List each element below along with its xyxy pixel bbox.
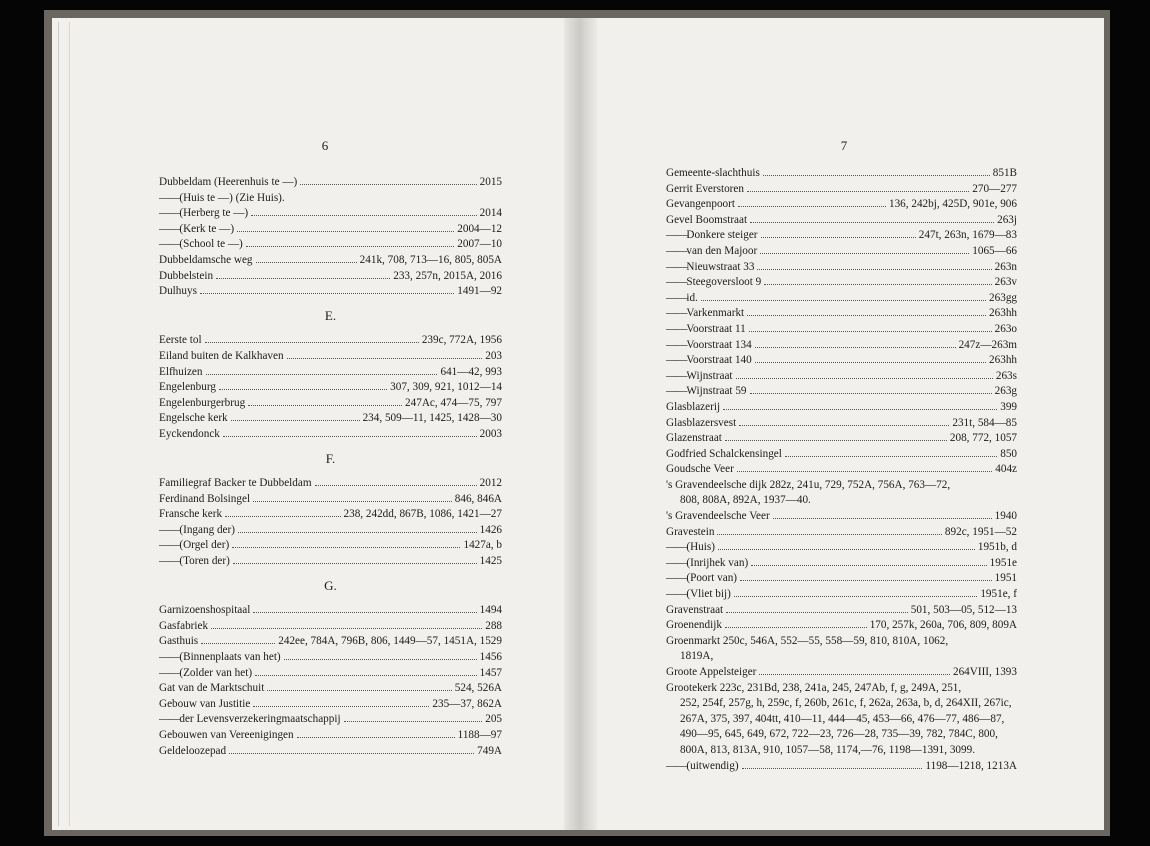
- entry-label: —— Wijnstraat 59: [666, 384, 747, 400]
- entry-label: —— Wijnstraat: [666, 369, 733, 385]
- index-entry: [666, 431, 1017, 447]
- entry-references: 2015: [479, 176, 502, 188]
- entry-label: Glasblazerij: [666, 400, 721, 413]
- entry-references: 247Ac, 474—75, 797: [405, 396, 502, 409]
- entry-label: —— (Poort van): [666, 571, 737, 587]
- entry-label: Gebouw van Justitie: [159, 697, 251, 710]
- leader-dots: [297, 728, 455, 738]
- leader-dots: [225, 507, 340, 517]
- leader-dots: [205, 333, 419, 343]
- entry-label: Eerste tol: [159, 334, 202, 347]
- leader-dots: [749, 322, 992, 332]
- index-entry: [159, 269, 502, 285]
- entry-references: 247z—263m: [958, 338, 1017, 351]
- leader-dots: [726, 603, 908, 613]
- index-entry: [666, 228, 1017, 244]
- leader-dots: [300, 175, 476, 185]
- entry-continuation: 808, 808A, 892A, 1937—40.: [680, 494, 811, 507]
- entry-references: 231t, 584—85: [952, 416, 1017, 429]
- index-entry: [666, 384, 1017, 400]
- entry-label: —— Voorstraat 140: [666, 353, 752, 369]
- entry-references: 242ee, 784A, 796B, 806, 1449—57, 1451A, 1529: [278, 635, 502, 648]
- leader-dots: [759, 665, 950, 675]
- leader-dots: [701, 291, 986, 301]
- entry-label: Geldeloozepad: [159, 744, 227, 757]
- entry-label: Elfhuizen: [159, 365, 203, 378]
- section-letter: F.: [325, 450, 336, 466]
- entry-references: 501, 503—05, 512—13: [910, 603, 1017, 616]
- entry-label: —— (Binnenplaats van het): [159, 650, 281, 666]
- index-entry: [666, 634, 1017, 650]
- index-entry: [159, 222, 502, 238]
- index-entry: [666, 322, 1017, 338]
- index-entry: [666, 556, 1017, 572]
- entry-label: Eiland buiten de Kalkhaven: [159, 349, 284, 362]
- index-entry: [159, 253, 502, 269]
- index-entry: [159, 681, 502, 697]
- entry-references: 263gg: [989, 291, 1017, 304]
- index-column-right: [666, 166, 1017, 774]
- entry-references: 1065—66: [972, 244, 1017, 257]
- section-letter: G.: [324, 577, 337, 593]
- index-entry: [159, 206, 502, 222]
- index-entry: [159, 603, 502, 619]
- leader-dots: [736, 369, 993, 379]
- entry-label: —— Donkere steiger: [666, 228, 758, 244]
- entry-references: 263s: [995, 369, 1017, 382]
- entry-label: —— id.: [666, 291, 698, 307]
- index-entry: [666, 759, 1017, 775]
- entry-references: 2007—10: [457, 238, 502, 251]
- leader-dots: [755, 338, 956, 348]
- index-entry: [666, 525, 1017, 541]
- leader-dots: [725, 618, 867, 628]
- entry-references: 1456: [479, 651, 502, 664]
- left-page: [52, 18, 582, 830]
- book-spread: [44, 10, 1110, 836]
- leader-dots: [757, 260, 991, 270]
- leader-dots: [773, 509, 992, 519]
- entry-label: Eyckendonck: [159, 427, 220, 440]
- entry-label: Gasfabriek: [159, 619, 209, 632]
- entry-label: Godfried Schalckensingel: [666, 447, 782, 460]
- page-number: 6: [321, 138, 329, 153]
- index-entry: [666, 571, 1017, 587]
- entry-label: —— (School te —): [159, 237, 243, 253]
- entry-references: 1457: [479, 666, 502, 679]
- entry-label: Garnizoenshospitaal: [159, 604, 251, 617]
- leader-dots: [737, 462, 992, 472]
- index-entry: [666, 338, 1017, 354]
- index-entry: [666, 587, 1017, 603]
- leader-dots: [747, 182, 969, 192]
- right-page: [579, 18, 1104, 830]
- entry-references: 288: [485, 619, 502, 632]
- entry-label: —— (Kerk te —): [159, 222, 234, 238]
- index-column-left: [159, 175, 502, 759]
- index-entry: [159, 365, 502, 381]
- entry-label: Gebouwen van Vereenigingen: [159, 729, 294, 741]
- entry-references: 892c, 1951—52: [944, 525, 1017, 538]
- entry-label: Gravenstraat: [666, 603, 724, 616]
- leader-dots: [237, 222, 454, 232]
- leader-dots: [232, 538, 460, 548]
- leader-dots: [755, 353, 986, 363]
- entry-references: 247t, 263n, 1679—83: [918, 229, 1017, 242]
- entry-label: —— Voorstraat 11: [666, 322, 746, 338]
- leader-dots: [760, 244, 969, 254]
- leader-dots: [747, 306, 986, 316]
- index-entry: [159, 476, 502, 492]
- entry-references: 2004—12: [457, 222, 502, 235]
- leader-dots: [219, 380, 387, 390]
- entry-references: 241k, 708, 713—16, 805, 805A: [359, 253, 502, 266]
- leader-dots: [256, 253, 357, 263]
- entry-label: Dubbelstein: [159, 269, 214, 282]
- index-entry: [159, 744, 502, 760]
- leader-dots: [751, 556, 986, 566]
- entry-references: 205: [485, 713, 502, 726]
- entry-references: 270—277: [972, 182, 1017, 195]
- leader-dots: [267, 681, 451, 691]
- leader-dots: [253, 492, 452, 502]
- entry-references: 1494: [479, 604, 502, 617]
- entry-references: 263n: [994, 260, 1017, 273]
- entry-references: 846, 846A: [454, 492, 502, 505]
- index-entry: [666, 182, 1017, 198]
- entry-references: 263g: [994, 385, 1017, 398]
- index-entry: [666, 275, 1017, 291]
- entry-label: Gevel Boomstraat: [666, 213, 748, 226]
- entry-references: 851B: [992, 167, 1017, 179]
- entry-label: —— (Zolder van het): [159, 666, 252, 682]
- leader-dots: [785, 447, 997, 457]
- leader-dots: [211, 619, 482, 629]
- entry-label: —— (Huis): [666, 540, 715, 556]
- leader-dots: [223, 427, 477, 437]
- index-entry: [159, 650, 502, 666]
- leader-dots: [739, 416, 949, 426]
- entry-references: 1940: [994, 510, 1017, 523]
- entry-references: 1427a, b: [463, 539, 502, 552]
- entry-references: 263hh: [989, 354, 1017, 367]
- leader-dots: [255, 666, 477, 676]
- leader-dots: [238, 523, 477, 533]
- index-entry: [666, 462, 1017, 478]
- index-entry: [159, 619, 502, 635]
- leader-dots: [233, 554, 477, 564]
- index-entry: [666, 400, 1017, 416]
- entry-label: —— (Huis te —) (Zie Huis).: [159, 191, 285, 207]
- index-entry: [666, 197, 1017, 213]
- entry-label: Gemeente-slachthuis: [666, 167, 760, 179]
- section-letter: E.: [324, 307, 337, 323]
- index-entry: [666, 665, 1017, 681]
- index-entry: [159, 175, 502, 191]
- index-entry: [666, 260, 1017, 276]
- entry-label: Familiegraf Backer te Dubbeldam: [159, 477, 312, 490]
- leader-dots: [229, 744, 474, 754]
- index-entry: [666, 478, 1017, 494]
- entry-references: 263hh: [989, 307, 1017, 320]
- leader-dots: [206, 365, 438, 375]
- index-entry: [159, 634, 502, 650]
- leader-dots: [231, 411, 360, 421]
- index-entry: [666, 306, 1017, 322]
- entry-label: Engelenburgerbrug: [159, 396, 246, 409]
- index-entry: [159, 396, 502, 412]
- entry-references: 1425: [479, 555, 502, 568]
- entry-label: Gat van de Marktschuit: [159, 682, 265, 695]
- entry-label: Gevangenpoort: [666, 198, 735, 211]
- entry-label: Gerrit Everstoren: [666, 182, 744, 195]
- leader-dots: [251, 206, 476, 216]
- leader-dots: [764, 275, 991, 285]
- index-entry: [159, 666, 502, 682]
- leader-dots: [742, 759, 923, 769]
- leader-dots: [248, 396, 402, 406]
- index-entry: [666, 509, 1017, 525]
- index-entry: [159, 507, 502, 523]
- entry-label: Glazenstraat: [666, 432, 722, 445]
- index-entry: [666, 681, 1017, 697]
- entry-label: Groote Appelsteiger: [666, 666, 757, 678]
- index-entry: [159, 411, 502, 427]
- entry-references: 170, 257k, 260a, 706, 809, 809A: [869, 619, 1017, 632]
- index-entry: [666, 291, 1017, 307]
- entry-references: 208, 772, 1057: [949, 432, 1017, 445]
- index-entry: [159, 728, 502, 744]
- entry-references: 524, 526A: [454, 682, 502, 695]
- index-entry: [666, 416, 1017, 432]
- gutter-shadow: [579, 18, 597, 830]
- leader-dots: [725, 431, 947, 441]
- entry-label: Dubbeldam (Heerenhuis te —): [159, 176, 298, 188]
- entry-label: Goudsche Veer: [666, 463, 734, 476]
- index-entry: [159, 333, 502, 349]
- index-entry: [159, 284, 502, 300]
- leader-dots: [287, 349, 483, 359]
- leader-dots: [723, 400, 997, 410]
- entry-references: 203: [485, 349, 502, 362]
- entry-references: 136, 242bj, 425D, 901e, 906: [888, 198, 1017, 211]
- entry-references: 264VIII, 1393: [952, 666, 1017, 678]
- entry-label: —— Voorstraat 134: [666, 338, 752, 354]
- index-entry: [666, 369, 1017, 385]
- index-entry: [666, 603, 1017, 619]
- entry-references: 2014: [479, 207, 502, 220]
- entry-references: 1426: [479, 523, 502, 536]
- entry-label: —— (Ingang der): [159, 523, 235, 539]
- index-entry: [159, 697, 502, 713]
- leader-dots: [200, 284, 454, 294]
- entry-label: Engelenburg: [159, 381, 216, 394]
- entry-references: 307, 309, 921, 1012—14: [390, 381, 502, 394]
- entry-references: 850: [1000, 447, 1017, 460]
- entry-references: 749A: [477, 744, 502, 757]
- entry-references: 399: [1000, 400, 1017, 413]
- entry-label: 's Gravendeelsche dijk 282z, 241u, 729, 752A, 756A, 763—72,: [666, 478, 951, 491]
- entry-references: 1951: [994, 572, 1017, 585]
- entry-references: 1951e, f: [980, 588, 1017, 601]
- index-entry: [159, 712, 502, 728]
- entry-references: 1951b, d: [977, 541, 1017, 554]
- index-entry: [666, 244, 1017, 260]
- entry-label: —— (Orgel der): [159, 538, 229, 554]
- entry-references: 404z: [995, 463, 1017, 476]
- leader-dots: [344, 712, 483, 722]
- index-entry: [666, 540, 1017, 556]
- index-entry: [159, 237, 502, 253]
- entry-label: —— Varkenmarkt: [666, 306, 744, 322]
- entry-label: Gasthuis: [159, 635, 199, 648]
- leader-dots: [750, 384, 992, 394]
- entry-continuation: 252, 254f, 257g, h, 259c, f, 260b, 261c, f, 262a, 263a, b, d, 264XII, 267ic, 267A, 375, 397, 404tt, 410—11, 444—45, 453—66, 476—77, 486—87, 490—95, 645, 649, 672, 722—23, 726—28, 735—39, 782, 784C, 800, 800A, 813, 813A, 910, 1057—58, 1174,—76, 1198—1391, 3099.: [680, 697, 1012, 756]
- entry-label: —— Steegoversloot 9: [666, 275, 761, 291]
- index-entry: [666, 166, 1017, 182]
- index-entry: [159, 349, 502, 365]
- entry-references: 234, 509—11, 1425, 1428—30: [362, 412, 502, 425]
- entry-label: Groenendijk: [666, 619, 722, 632]
- index-entry: [666, 618, 1017, 634]
- index-entry: [159, 380, 502, 396]
- leader-dots: [284, 650, 477, 660]
- entry-label: —— van den Majoor: [666, 244, 757, 260]
- entry-references: 2003: [479, 427, 502, 440]
- entry-label: Grootekerk 223c, 231Bd, 238, 241a, 245, 247Ab, f, g, 249A, 251,: [666, 681, 962, 694]
- entry-label: —— (uitwendig): [666, 759, 739, 775]
- entry-references: 235—37, 862A: [432, 697, 502, 710]
- leader-dots: [738, 197, 886, 207]
- index-entry: [159, 554, 502, 570]
- entry-label: —— der Levensverzekeringmaatschappij: [159, 712, 341, 728]
- leader-dots: [253, 603, 476, 613]
- entry-label: —— (Vliet bij): [666, 587, 731, 603]
- entry-references: 1198—1218, 1213A: [925, 759, 1017, 772]
- entry-references: 263o: [994, 322, 1017, 335]
- leader-dots: [763, 166, 990, 176]
- index-entry: [159, 538, 502, 554]
- entry-label: Groenmarkt 250c, 546A, 552—55, 558—59, 810, 810A, 1062,: [666, 634, 949, 647]
- entry-label: —— (Toren der): [159, 554, 230, 570]
- index-entry: [159, 427, 502, 443]
- page-number: 7: [840, 138, 848, 153]
- entry-label: 's Gravendeelsche Veer: [666, 510, 770, 523]
- index-entry: [666, 213, 1017, 229]
- leader-dots: [740, 571, 992, 581]
- entry-references: 2012: [479, 477, 502, 490]
- leader-dots: [761, 228, 916, 238]
- entry-label: Glasblazersvest: [666, 416, 737, 429]
- leader-dots: [750, 213, 994, 223]
- leader-dots: [201, 634, 275, 644]
- leader-dots: [734, 587, 978, 597]
- entry-references: 1188—97: [457, 729, 502, 741]
- leader-dots: [718, 540, 975, 550]
- entry-label: Fransche kerk: [159, 508, 223, 521]
- entry-label: Engelsche kerk: [159, 412, 228, 425]
- index-entry: [159, 523, 502, 539]
- entry-references: 1491—92: [457, 285, 502, 298]
- index-entry: [666, 447, 1017, 463]
- leader-dots: [253, 697, 429, 707]
- entry-label: Ferdinand Bolsingel: [159, 492, 251, 505]
- entry-label: —— Nieuwstraat 33: [666, 260, 754, 276]
- index-entry: [666, 353, 1017, 369]
- entry-continuation: 1819A,: [680, 650, 714, 663]
- entry-label: Dulhuys: [159, 285, 197, 298]
- leader-dots: [216, 269, 390, 279]
- entry-label: Gravestein: [666, 525, 715, 538]
- page-edge: [58, 22, 70, 826]
- index-entry: [159, 191, 502, 207]
- entry-references: 641—42, 993: [440, 365, 502, 378]
- entry-references: 263v: [994, 276, 1017, 289]
- entry-references: 233, 257n, 2015A, 2016: [393, 269, 502, 282]
- leader-dots: [246, 237, 454, 247]
- entry-label: —— (Herberg te —): [159, 206, 248, 222]
- entry-references: 1951e: [989, 556, 1017, 569]
- leader-dots: [717, 525, 941, 535]
- entry-references: 238, 242dd, 867B, 1086, 1421—27: [343, 508, 502, 521]
- entry-label: —— (Inrijhek van): [666, 556, 748, 572]
- index-entry: [159, 492, 502, 508]
- entry-references: 239c, 772A, 1956: [421, 334, 502, 347]
- entry-references: 263j: [997, 213, 1017, 226]
- entry-label: Dubbeldamsche weg: [159, 253, 253, 266]
- leader-dots: [315, 476, 477, 486]
